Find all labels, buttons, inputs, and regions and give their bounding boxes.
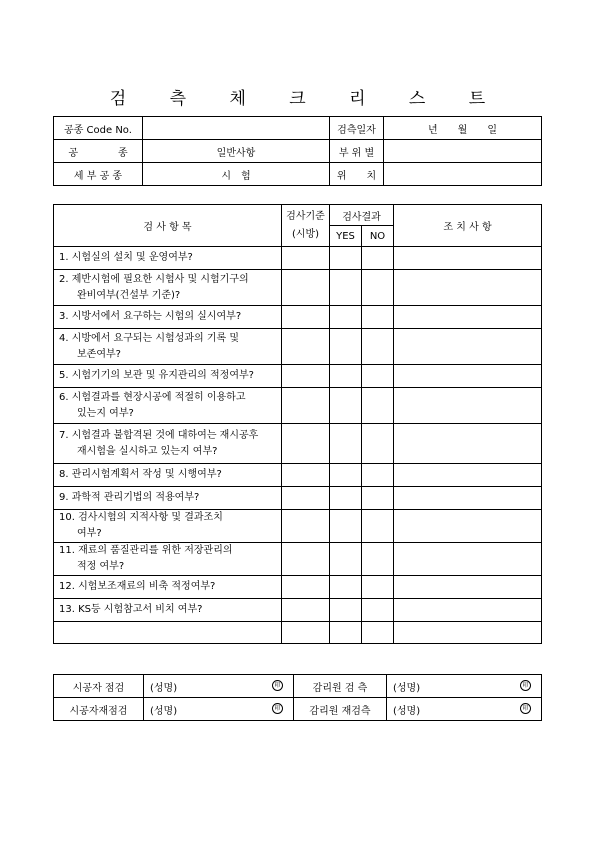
yes-cell[interactable] xyxy=(330,510,362,543)
action-cell[interactable] xyxy=(394,365,542,388)
standard-cell[interactable] xyxy=(282,622,330,644)
no-cell[interactable] xyxy=(362,388,394,424)
col-item-header: 검 사 항 목 xyxy=(54,205,282,247)
location-label: 위 치 xyxy=(330,163,384,186)
check-item-line2: 여부? xyxy=(77,528,102,539)
yes-cell[interactable] xyxy=(330,464,362,487)
check-item-line1: 11. 재료의 품질관리를 위한 저장관리의 xyxy=(59,545,233,556)
check-item-line2: 완비여부(건설부 기준)? xyxy=(77,289,181,301)
check-item xyxy=(54,487,282,510)
yes-cell[interactable] xyxy=(330,424,362,464)
check-item-line2: 보존여부? xyxy=(77,348,121,360)
no-cell[interactable] xyxy=(362,247,394,270)
action-cell[interactable] xyxy=(394,306,542,329)
no-cell[interactable] xyxy=(362,576,394,599)
standard-cell[interactable] xyxy=(282,365,330,388)
col-standard-header xyxy=(282,205,330,247)
check-item xyxy=(54,599,282,622)
action-cell[interactable] xyxy=(394,543,542,576)
sign-label: (성명) xyxy=(150,705,178,717)
yes-cell[interactable] xyxy=(330,365,362,388)
no-cell[interactable] xyxy=(362,599,394,622)
no-cell[interactable] xyxy=(362,487,394,510)
detail-label: 세 부 공 종 xyxy=(54,163,143,186)
check-item xyxy=(54,622,282,644)
signature-table xyxy=(53,674,542,721)
table-row xyxy=(54,576,542,599)
check-item-line1: 13. KS등 시험참고서 비치 여부? xyxy=(59,604,203,615)
yes-cell[interactable] xyxy=(330,576,362,599)
col-standard-sub: (시방) xyxy=(291,228,320,240)
standard-cell[interactable] xyxy=(282,599,330,622)
action-cell[interactable] xyxy=(394,487,542,510)
work-value[interactable]: 일반사항 xyxy=(143,140,330,163)
action-cell[interactable] xyxy=(394,270,542,306)
sign-label: (성명) xyxy=(393,705,421,717)
standard-cell[interactable] xyxy=(282,424,330,464)
table-row xyxy=(54,306,542,329)
yes-cell[interactable] xyxy=(330,270,362,306)
yes-cell[interactable] xyxy=(330,247,362,270)
standard-cell[interactable] xyxy=(282,388,330,424)
check-item-line1: 7. 시험결과 불합격된 것에 대하여는 재시공후 xyxy=(59,429,259,441)
standard-cell[interactable] xyxy=(282,510,330,543)
check-item xyxy=(54,270,282,306)
check-item xyxy=(54,543,282,576)
table-row xyxy=(54,543,542,576)
contractor-check-label: 시공자 점검 xyxy=(54,675,144,698)
check-item xyxy=(54,306,282,329)
table-row xyxy=(54,329,542,365)
table-row xyxy=(54,622,542,644)
action-cell[interactable] xyxy=(394,599,542,622)
check-item-line1: 5. 시험기기의 보관 및 유지관리의 적정여부? xyxy=(59,370,254,381)
action-cell[interactable] xyxy=(394,329,542,365)
action-cell[interactable] xyxy=(394,576,542,599)
supervisor-recheck-sign-field[interactable] xyxy=(387,698,542,721)
check-item-line1: 2. 제반시험에 필요한 시험사 및 시험기구의 xyxy=(59,273,249,285)
contractor-recheck-sign-field[interactable] xyxy=(144,698,294,721)
col-standard-label: 검사기준 xyxy=(286,210,325,222)
no-cell[interactable] xyxy=(362,424,394,464)
supervisor-recheck-label: 감리원 재검측 xyxy=(294,698,387,721)
table-row xyxy=(54,247,542,270)
check-item xyxy=(54,576,282,599)
check-item xyxy=(54,329,282,365)
no-cell[interactable] xyxy=(362,306,394,329)
no-cell[interactable] xyxy=(362,622,394,644)
check-item-line1: 8. 관리시험계획서 작성 및 시행여부? xyxy=(59,469,222,480)
contractor-check-sign-field[interactable] xyxy=(144,675,294,698)
date-label: 검측일자 xyxy=(330,117,384,140)
supervisor-check-sign-field[interactable] xyxy=(387,675,542,698)
no-cell[interactable] xyxy=(362,365,394,388)
work-label: 공 종 xyxy=(54,140,143,163)
table-row xyxy=(54,388,542,424)
no-cell[interactable] xyxy=(362,464,394,487)
standard-cell[interactable] xyxy=(282,306,330,329)
seal-icon: 印 xyxy=(272,703,283,714)
no-cell[interactable] xyxy=(362,543,394,576)
check-item-line1: 9. 과학적 관리기법의 적용여부? xyxy=(59,492,200,503)
table-row xyxy=(54,510,542,543)
yes-cell[interactable] xyxy=(330,487,362,510)
check-item-line1: 6. 시험결과를 현장시공에 적절히 이용하고 xyxy=(59,391,246,403)
standard-cell[interactable] xyxy=(282,576,330,599)
sign-label: (성명) xyxy=(393,682,421,694)
no-cell[interactable] xyxy=(362,329,394,365)
check-item-line1: 4. 시방에서 요구되는 시험성과의 기록 및 xyxy=(59,332,239,344)
check-item-line1: 10. 검사시험의 지적사항 및 결과조치 xyxy=(59,512,223,523)
no-cell[interactable] xyxy=(362,270,394,306)
action-cell[interactable] xyxy=(394,622,542,644)
part-value-field[interactable] xyxy=(384,140,542,163)
standard-cell[interactable] xyxy=(282,329,330,365)
check-item-line1: 3. 시방서에서 요구하는 시험의 실시여부? xyxy=(59,311,242,322)
seal-icon: 印 xyxy=(272,680,283,691)
location-value-field[interactable] xyxy=(384,163,542,186)
checklist-rows xyxy=(54,247,542,644)
check-item-line1: 1. 시험실의 설치 및 운영여부? xyxy=(59,252,193,263)
yes-cell[interactable] xyxy=(330,599,362,622)
action-cell[interactable] xyxy=(394,247,542,270)
page-title: 검 측 체 크 리 스 트 xyxy=(109,89,505,109)
col-no-header: NO xyxy=(362,226,394,247)
part-label: 부 위 별 xyxy=(330,140,384,163)
code-value-field[interactable] xyxy=(143,117,330,140)
supervisor-check-label: 감리원 검 측 xyxy=(294,675,387,698)
no-cell[interactable] xyxy=(362,510,394,543)
action-cell[interactable] xyxy=(394,388,542,424)
col-yes-header: YES xyxy=(330,226,362,247)
table-row xyxy=(54,487,542,510)
check-item xyxy=(54,365,282,388)
standard-cell[interactable] xyxy=(282,464,330,487)
table-row xyxy=(54,464,542,487)
code-label: 공종 Code No. xyxy=(54,117,143,140)
col-action-header: 조 치 사 항 xyxy=(394,205,542,247)
table-row xyxy=(54,599,542,622)
standard-cell[interactable] xyxy=(282,487,330,510)
check-item xyxy=(54,464,282,487)
check-item xyxy=(54,510,282,543)
action-cell[interactable] xyxy=(394,424,542,464)
table-row xyxy=(54,365,542,388)
check-item xyxy=(54,388,282,424)
detail-value[interactable]: 시 험 xyxy=(143,163,330,186)
yes-cell[interactable] xyxy=(330,543,362,576)
yes-cell[interactable] xyxy=(330,329,362,365)
date-value-field[interactable]: 년 월 일 xyxy=(384,117,542,140)
action-cell[interactable] xyxy=(394,464,542,487)
check-item-line1: 12. 시험보조재료의 비축 적정여부? xyxy=(59,581,216,592)
action-cell[interactable] xyxy=(394,510,542,543)
header-info-table xyxy=(53,116,542,186)
check-item xyxy=(54,424,282,464)
check-item-line2: 적정 여부? xyxy=(77,561,125,572)
yes-cell[interactable] xyxy=(330,388,362,424)
standard-cell[interactable] xyxy=(282,270,330,306)
yes-cell[interactable] xyxy=(330,622,362,644)
standard-cell[interactable] xyxy=(282,247,330,270)
contractor-recheck-label: 시공자재점검 xyxy=(54,698,144,721)
check-item-line2: 재시험을 실시하고 있는지 여부? xyxy=(77,445,218,457)
checklist-table xyxy=(53,204,542,644)
table-row xyxy=(54,270,542,306)
seal-icon: 印 xyxy=(520,680,531,691)
yes-cell[interactable] xyxy=(330,306,362,329)
table-row xyxy=(54,424,542,464)
col-result-header: 검사결과 xyxy=(330,205,394,226)
sign-label: (성명) xyxy=(150,682,178,694)
check-item-line2: 있는지 여부? xyxy=(77,407,134,419)
seal-icon: 印 xyxy=(520,703,531,714)
standard-cell[interactable] xyxy=(282,543,330,576)
check-item xyxy=(54,247,282,270)
